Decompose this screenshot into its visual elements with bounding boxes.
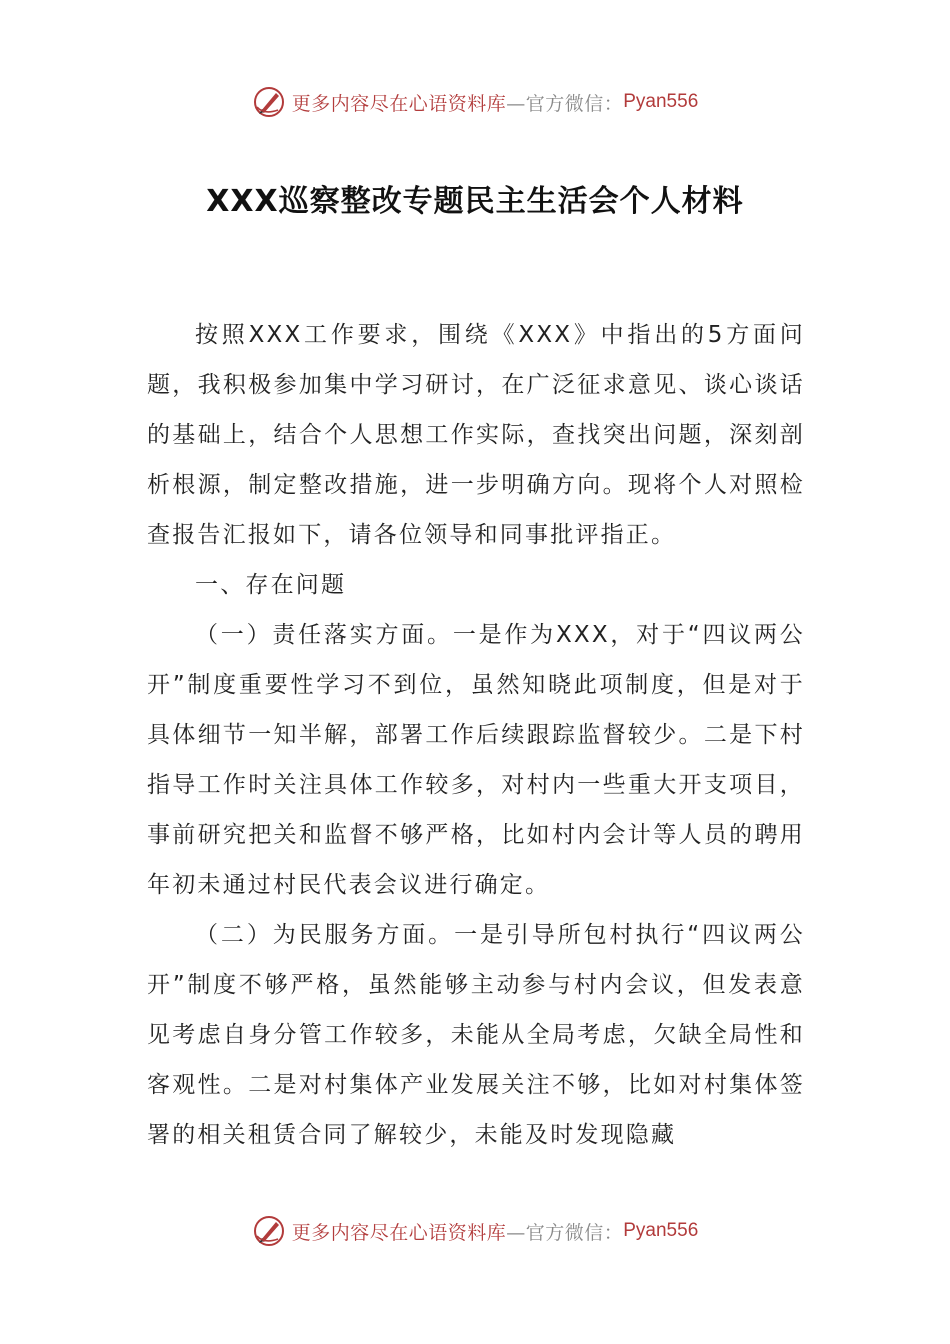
footer-watermark [0,1211,950,1251]
header-watermark [0,82,950,122]
paragraph-intro: 按照XXX工作要求，围绕《XXX》中指出的5方面问题，我积极参加集中学习研讨，在广泛征求意见、谈心谈话的基础上，结合个人思想工作实际，查找突出问题，深刻剖析根源，制定整改措施，进一步明确方向。现将个人对照检查报告汇报如下，请各位领导和同事批评指正。 [147,322,805,548]
paragraph-responsibility: （一）责任落实方面。一是作为XXX，对于“四议两公开”制度重要性学习不到位，虽然知晓此项制度，但是对于具体细节一知半解，部署工作后续跟踪监督较少。二是下村指导工作时关注具体工作较多，对村内一些重大开支项目，事前研究把关和监督不够严格，比如村内会计等人员的聘用年初未通过村民代表会议进行确定。 [147,622,805,898]
watermark-text: 更多内容尽在心语资料库 [291,1221,507,1244]
watermark-wechat-id: Pyan556 [623,91,699,112]
section-heading-problems: 一、存在问题 [195,572,347,598]
watermark-wechat-id: Pyan556 [623,1220,699,1241]
quill-pen-logo-icon [252,85,286,119]
watermark-official-label: —官方微信： [506,92,624,115]
document-title: XXX巡察整改专题民主生活会个人材料 [206,184,744,219]
quill-pen-logo-icon [252,1214,286,1248]
document-body [147,310,805,1160]
watermark-official-label: —官方微信： [506,1221,624,1244]
watermark-text: 更多内容尽在心语资料库 [291,92,507,115]
paragraph-service: （二）为民服务方面。一是引导所包村执行“四议两公开”制度不够严格，虽然能够主动参与村内会议，但发表意见考虑自身分管工作较多，未能从全局考虑，欠缺全局性和客观性。二是对村集体产业发展关注不够，比如对村集体签署的相关租赁合同了解较少，未能及时发现隐藏 [147,922,805,1148]
